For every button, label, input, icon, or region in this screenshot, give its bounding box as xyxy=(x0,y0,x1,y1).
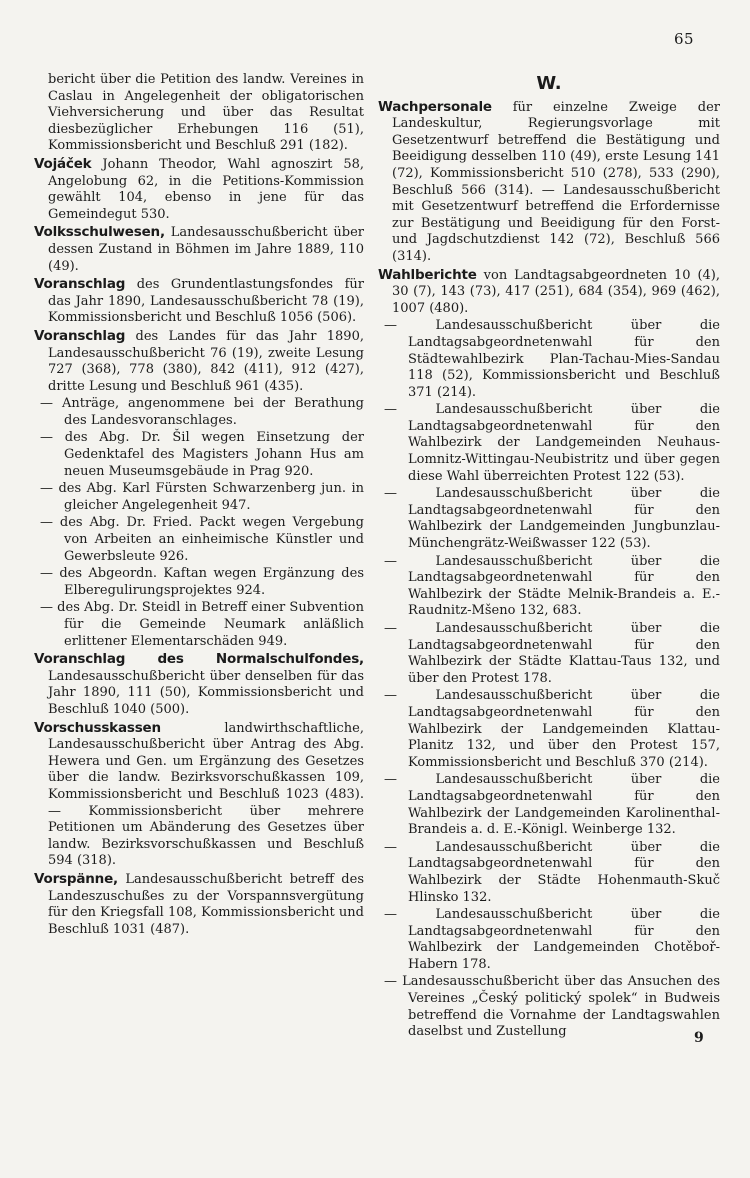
entry-text: für einzelne Zweige der Landeskultur, Regierungsvorlage mit Gesetzentwurf betreffend die Bestätigung und Beeidigung desselben 110 (49), erste Lesung 141 (72), Kommissionsbericht 510 (278), 533 (290), Beschluß 566 (314). — Landesausschußbericht mit Gesetzentwurf betreffend die Erfordernisse zur Bestätigung und Beeidigung für den Forst- und Jagdschutzdienst 142 (72), Beschluß 566 (314). xyxy=(392,99,720,264)
index-subentry: — Landesausschußbericht über die Landtagsabgeordnetenwahl für den Städtewahlbezirk Plan-Tachau-Mies-Sandau 118 (52), Kommissionsbericht und Beschluß 371 (214). xyxy=(384,318,720,400)
index-subentry: — Landesausschußbericht über die Landtagsabgeordnetenwahl für den Wahlbezirk der Landgemeinden Chotěboř-Habern 178. xyxy=(384,907,720,972)
entry-heading: Wahlberichte xyxy=(378,266,477,283)
index-entry xyxy=(34,328,364,395)
index-entry xyxy=(34,651,364,718)
entry-text: Johann Theodor, Wahl agnoszirt 58, Angelobung 62, in die Petitions-Kommission gewählt 104, ebenso in jene für das Gemeindegut 530. xyxy=(48,156,364,222)
entry-text: des Grundentlastungsfondes für das Jahr 1890, Landesausschußbericht 78 (19), Kommissionsbericht und Beschluß 1056 (506). xyxy=(48,277,364,326)
index-subentry: — des Abg. Dr. Šil wegen Einsetzung der Gedenktafel des Magisters Johann Hus am neuen Museumsgebäude in Prag 920. xyxy=(40,430,364,479)
index-subentry: — des Abgeordn. Kaftan wegen Ergänzung des Elberegulirungsprojektes 924. xyxy=(40,566,364,598)
index-subentry: — Landesausschußbericht über die Landtagsabgeordnetenwahl für den Wahlbezirk der Städte Melnik-Brandeis a. E.-Raudnitz-Mšeno 132, 683. xyxy=(384,553,720,619)
entry-heading: Vorspänne, xyxy=(34,870,118,887)
left-column xyxy=(34,72,364,939)
right-column xyxy=(378,73,720,1042)
index-entry xyxy=(34,276,364,327)
index-subentry: — des Abg. Dr. Steidl in Betreff einer Subvention für die Gemeinde Neumark anläßlich erlittener Elementarschäden 949. xyxy=(40,600,364,649)
index-subentry: — Landesausschußbericht über die Landtagsabgeordnetenwahl für den Wahlbezirk der Landgemeinden Karolinenthal-Brandeis a. d. E.-Königl. Weinberge 132. xyxy=(384,772,720,838)
index-subentry: — des Abg. Dr. Fried. Packt wegen Vergebung von Arbeiten an einheimische Künstler und Gewerbsleute 926. xyxy=(40,515,364,564)
entry-text: landwirthschaftliche, Landesausschußbericht über Antrag des Abg. Hewera und Gen. um Ergänzung des Gesetzes über die landw. Bezirksvorschußkassen 109, Kommissionsbericht und Beschluß 1023 (483). — Kommissionsbericht über mehrere Petitionen um Abänderung des Gesetzes über landw. Bezirksvorschußkassen und Beschluß 594 (318). xyxy=(48,720,364,869)
entry-heading: Wachpersonale xyxy=(378,98,492,115)
entry-heading: Vojáček xyxy=(34,155,92,172)
entry-text: Landesausschußbericht über dessen Zustand in Böhmen im Jahre 1889, 110 (49). xyxy=(48,225,364,274)
entry-text: Landesausschußbericht über denselben für das Jahr 1890, 111 (50), Kommissionsbericht und Beschluß 1040 (500). xyxy=(48,668,364,717)
index-entry xyxy=(34,224,364,275)
entry-heading: Voranschlag des Normalschulfondes, xyxy=(34,651,364,668)
index-subentry: — Landesausschußbericht über die Landtagsabgeordnetenwahl für den Wahlbezirk der Städte Klattau-Taus 132, und über den Protest 178. xyxy=(384,621,720,686)
right-column-items xyxy=(378,99,720,1041)
index-entry xyxy=(34,871,364,938)
continued-entry: bericht über die Petition des landw. Vereines in Caslau in Angelegenheit der obligatorischen Viehversicherung und über das Resultat diesbezüglicher Erhebungen 116 (51), Kommissionsbericht und Beschluß 291 (182). xyxy=(48,72,364,154)
entry-text: des Landes für das Jahr 1890, Landesausschußbericht 76 (19), zweite Lesung 727 (368), 778 (380), 842 (411), 912 (427), dritte Lesung und Beschluß 961 (435). xyxy=(48,328,364,394)
index-entry xyxy=(34,156,364,223)
page-number: 65 xyxy=(674,30,695,48)
index-subentry: — Landesausschußbericht über das Ansuchen des Vereines „Český politický spolek“ in Budweis betreffend die Vornahme der Landtagswahlen daselbst und Zustellung xyxy=(384,974,720,1040)
entry-text: Landesausschußbericht betreff des Landeszuschußes zu der Vorspannsvergütung für den Kriegsfall 108, Kommissionsbericht und Beschluß 1031 (487). xyxy=(48,871,364,937)
index-subentry: — Landesausschußbericht über die Landtagsabgeordnetenwahl für den Wahlbezirk der Städte Hohenmauth-Skuč Hlinsko 132. xyxy=(384,839,720,905)
entry-heading: Voranschlag xyxy=(34,276,126,293)
index-subentry: — Anträge, angenommene bei der Berathung des Landesvoranschlages. xyxy=(40,396,364,428)
index-subentry: — des Abg. Karl Fürsten Schwarzenberg jun. in gleicher Angelegenheit 947. xyxy=(40,481,364,513)
entry-heading: Volksschulwesen, xyxy=(34,224,165,241)
index-subentry: — Landesausschußbericht über die Landtagsabgeordnetenwahl für den Wahlbezirk der Landgemeinden Neuhaus-Lomnitz-Wittingau-Neubistritz und über gegen diese Wahl überreichten Protest 122 (53). xyxy=(384,402,720,484)
signature-mark: 9 xyxy=(694,1030,704,1046)
index-subentry: — Landesausschußbericht über die Landtagsabgeordnetenwahl für den Wahlbezirk der Landgemeinden Jungbunzlau-Münchengrätz-Weißwasser 122 (53). xyxy=(384,486,720,552)
entry-heading: Vorschusskassen xyxy=(34,719,161,736)
index-entry xyxy=(378,267,720,318)
entry-text: von Landtagsabgeordneten 10 (4), 30 (7), 143 (73), 417 (251), 684 (354), 969 (462), 1007 (480). xyxy=(392,267,720,316)
entry-heading: Voranschlag xyxy=(34,327,126,344)
section-letter: W. xyxy=(536,73,562,94)
index-entry xyxy=(34,720,364,870)
index-subentry: — Landesausschußbericht über die Landtagsabgeordnetenwahl für den Wahlbezirk der Landgemeinden Klattau-Planitz 132, und über den Protest 157, Kommissionsbericht und Beschluß 370 (214). xyxy=(384,688,720,770)
index-entry xyxy=(378,99,720,266)
